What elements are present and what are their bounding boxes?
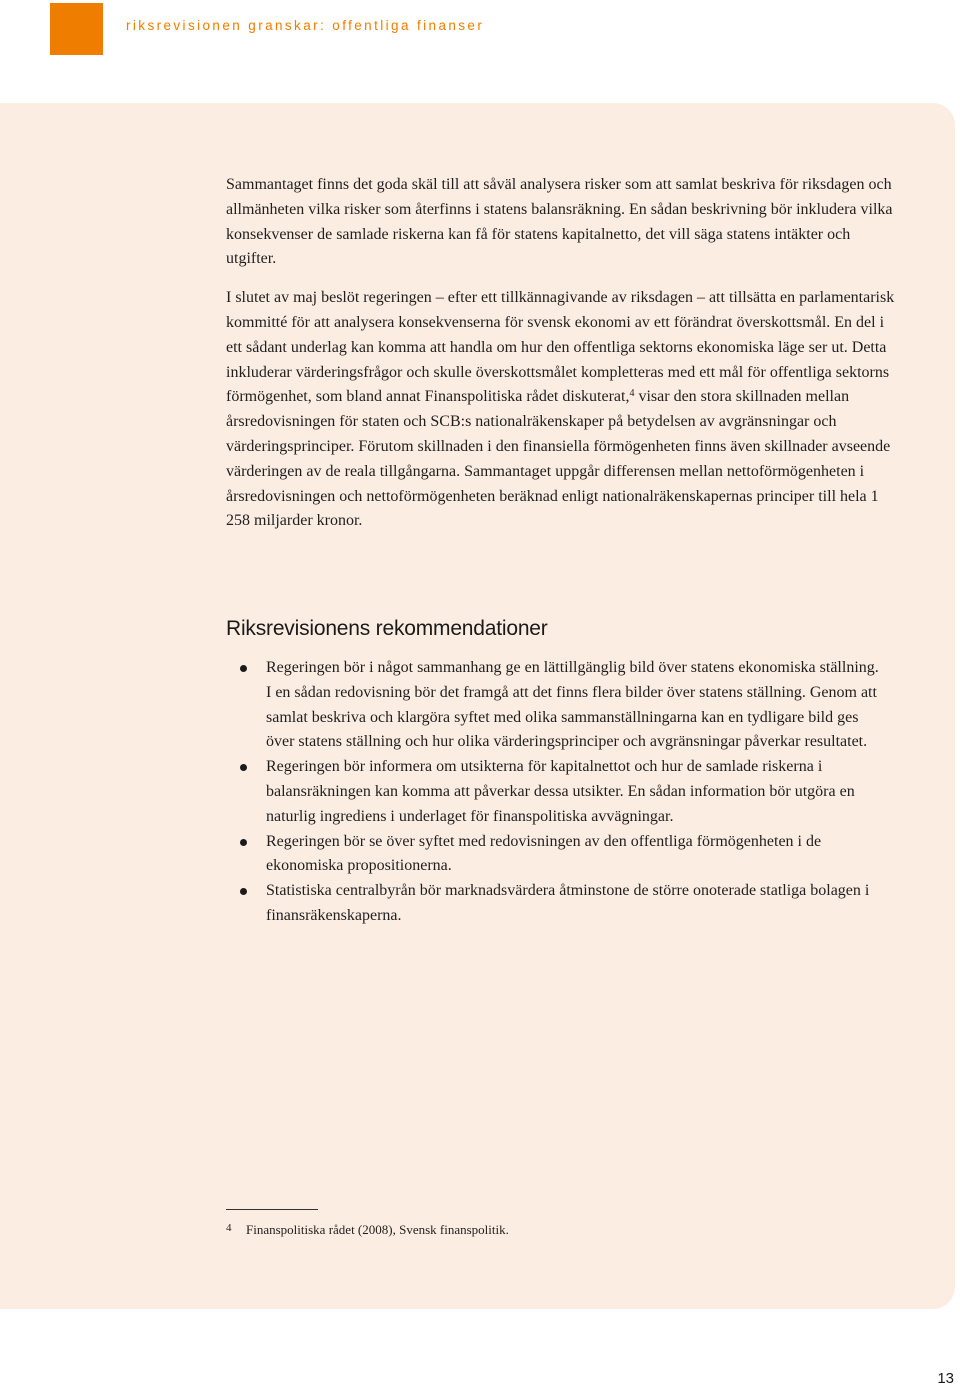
recommendation-text: Statistiska centralbyrån bör marknadsvärdera åtminstone de större onoterade statliga bolagen i finansräkenskaperna. (266, 882, 870, 924)
footnote-number: 4 (226, 1222, 232, 1234)
running-header-title: riksrevisionen granskar: offentliga finanser (126, 18, 485, 33)
bullet-icon (240, 839, 247, 846)
recommendation-text: Regeringen bör i något sammanhang ge en lättillgänglig bild över statens ekonomiska ställning. I en sådan redovisning bör det framgå att det finns flera bilder över statens ställning. Genom att samlat beskriva och klargöra syftet med olika sammanställningarna kan en tydligare bild ges över statens ställning och hur olika värderingsprinciper och avgränsningar påverkar resultatet. (266, 659, 879, 751)
bullet-icon (240, 888, 247, 895)
recommendations-list (226, 656, 886, 929)
footnote-divider (226, 1209, 318, 1210)
bullet-icon (240, 764, 247, 771)
footnote (226, 1222, 509, 1238)
footnote-reference[interactable]: 4 (629, 388, 635, 400)
paragraph-2-text-b: visar den stora skillnaden mellan årsredovisningen för staten och SCB:s nationalräkenskaper på betydelsen av avgränsningar och värderingsprinciper. Förutom skillnaden i den finansiella förmögenheten finns även skillnader avseende värderingen av de reala tillgångarna. Sammantaget uppgår differensen mellan nettoförmögenheten i årsredovisningen och nettoförmögenheten beräknad enligt nationalräkenskapernas principer till hela 1 258 miljarder kronor. (226, 388, 891, 530)
paragraph-1: Sammantaget finns det goda skäl till att såväl analysera risker som att samlat beskriva för riksdagen och allmänheten vilka risker som återfinns i statens balansräkning. En sådan beskrivning bör inkludera vilka konsekvenser de samlade riskerna kan få för statens kapitalnetto, det vill säga statens intäkter och utgifter. (226, 176, 893, 268)
paragraph-2-text-a: I slutet av maj beslöt regeringen – efter ett tillkännagivande av riksdagen – att tillsätta en parlamentarisk kommitté för att analysera konsekvenserna för svensk ekonomi av ett förändrat överskottsmål. En del i ett sådant underlag kan komma att handla om hur den offentliga sektorns ekonomiska läge ser ut. Detta inkluderar värderingsfrågor och skulle överskottsmålet kompletteras med ett mål för offentliga sektorns förmögenhet, som bland annat Finanspolitiska rådet diskuterat, (226, 289, 895, 406)
recommendation-item (226, 656, 886, 755)
recommendation-item (226, 830, 886, 880)
main-text (226, 173, 896, 534)
page-number: 13 (937, 1370, 954, 1387)
recommendation-text: Regeringen bör informera om utsikterna för kapitalnettot och hur de samlade riskerna i balansräkningen kan komma att påverkar dessa utsikter. En sådan information bör utgöra en naturlig ingrediens i underlaget för finanspolitiska avvägningar. (266, 758, 855, 825)
recommendation-item (226, 755, 886, 829)
bullet-icon (240, 665, 247, 672)
recommendations-heading: Riksrevisionens rekommendationer (226, 617, 548, 640)
paragraph-2 (226, 286, 896, 534)
recommendation-text: Regeringen bör se över syftet med redovisningen av den offentliga förmögenheten i de ekonomiska propositionerna. (266, 832, 822, 875)
recommendation-item (226, 879, 886, 929)
orange-brand-square (50, 3, 103, 55)
footnote-text: Finanspolitiska rådet (2008), Svensk finanspolitik. (246, 1222, 509, 1237)
